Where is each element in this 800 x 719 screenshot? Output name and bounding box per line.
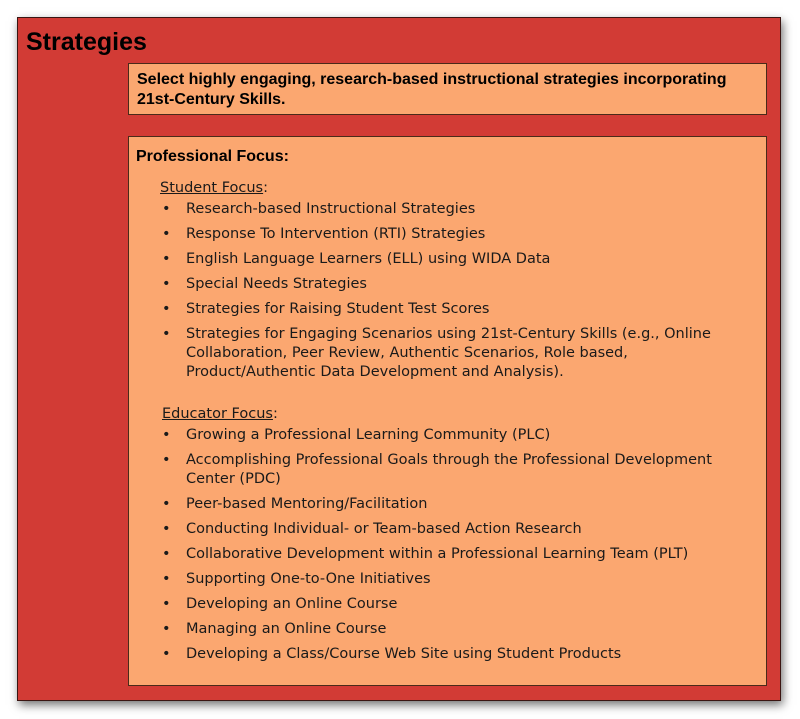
list-item-text: Strategies for Engaging Scenarios using 21st-Century Skills (e.g., Online Collaboration, Peer Review, Authentic Scenarios, Role based, Product/Authentic Data Development and Analysis). bbox=[186, 326, 711, 380]
student-focus-colon: : bbox=[263, 180, 268, 196]
strategies-panel bbox=[17, 17, 781, 701]
list-item bbox=[136, 545, 759, 564]
bullet-icon: • bbox=[162, 546, 171, 562]
list-item bbox=[136, 200, 759, 219]
list-item-text: Developing a Class/Course Web Site using Student Products bbox=[186, 646, 622, 662]
student-focus-label: Student Focus bbox=[160, 180, 264, 196]
bullet-icon: • bbox=[162, 521, 171, 537]
bullet-icon: • bbox=[162, 301, 171, 317]
list-item-text: Developing an Online Course bbox=[186, 596, 398, 612]
list-item bbox=[136, 645, 759, 664]
bullet-icon: • bbox=[162, 496, 171, 512]
list-item bbox=[136, 300, 759, 319]
educator-focus-heading bbox=[136, 404, 759, 424]
list-item-text: Managing an Online Course bbox=[186, 621, 387, 637]
list-item bbox=[136, 620, 759, 639]
list-item bbox=[136, 520, 759, 539]
educator-focus-colon: : bbox=[272, 406, 278, 422]
list-item-text: Special Needs Strategies bbox=[186, 276, 367, 292]
bullet-icon: • bbox=[162, 226, 171, 242]
educator-focus-label: Educator Focus bbox=[162, 406, 273, 422]
bullet-icon: • bbox=[162, 621, 171, 637]
educator-focus-list bbox=[136, 426, 759, 664]
bullet-icon: • bbox=[162, 427, 171, 443]
bullet-icon: • bbox=[162, 201, 171, 217]
list-item-text: Conducting Individual- or Team-based Action Research bbox=[186, 521, 582, 537]
list-item-text: Growing a Professional Learning Community (PLC) bbox=[186, 427, 551, 443]
list-item bbox=[136, 275, 759, 294]
bullet-icon: • bbox=[162, 452, 171, 468]
intro-text: Select highly engaging, research-based instructional strategies incorporating 21st-Century Skills. bbox=[137, 71, 727, 108]
list-item bbox=[136, 570, 759, 589]
list-item-text: English Language Learners (ELL) using WIDA Data bbox=[186, 251, 551, 267]
list-item bbox=[136, 325, 759, 382]
list-item-text: Collaborative Development within a Professional Learning Team (PLT) bbox=[186, 546, 689, 562]
list-item bbox=[136, 426, 759, 445]
bullet-icon: • bbox=[162, 326, 171, 342]
bullet-icon: • bbox=[162, 596, 171, 612]
list-item-text: Accomplishing Professional Goals through the Professional Development Center (PDC) bbox=[186, 452, 712, 487]
professional-focus-box bbox=[128, 136, 767, 686]
list-item bbox=[136, 225, 759, 244]
bullet-icon: • bbox=[162, 276, 171, 292]
list-item-text: Strategies for Raising Student Test Scores bbox=[186, 301, 490, 317]
list-item bbox=[136, 250, 759, 269]
page-title: Strategies bbox=[26, 28, 147, 56]
list-item bbox=[136, 595, 759, 614]
list-item bbox=[136, 495, 759, 514]
student-focus-list bbox=[136, 200, 759, 382]
student-focus-heading bbox=[136, 178, 759, 198]
professional-focus-heading: Professional Focus: bbox=[136, 148, 289, 165]
bullet-icon: • bbox=[162, 646, 171, 662]
bullet-icon: • bbox=[162, 571, 171, 587]
intro-box bbox=[128, 63, 767, 115]
list-item-text: Research-based Instructional Strategies bbox=[186, 201, 476, 217]
list-item bbox=[136, 451, 759, 489]
bullet-icon: • bbox=[162, 251, 171, 267]
list-item-text: Supporting One-to-One Initiatives bbox=[186, 571, 431, 587]
list-item-text: Response To Intervention (RTI) Strategies bbox=[186, 226, 486, 242]
list-item-text: Peer-based Mentoring/Facilitation bbox=[186, 496, 428, 512]
